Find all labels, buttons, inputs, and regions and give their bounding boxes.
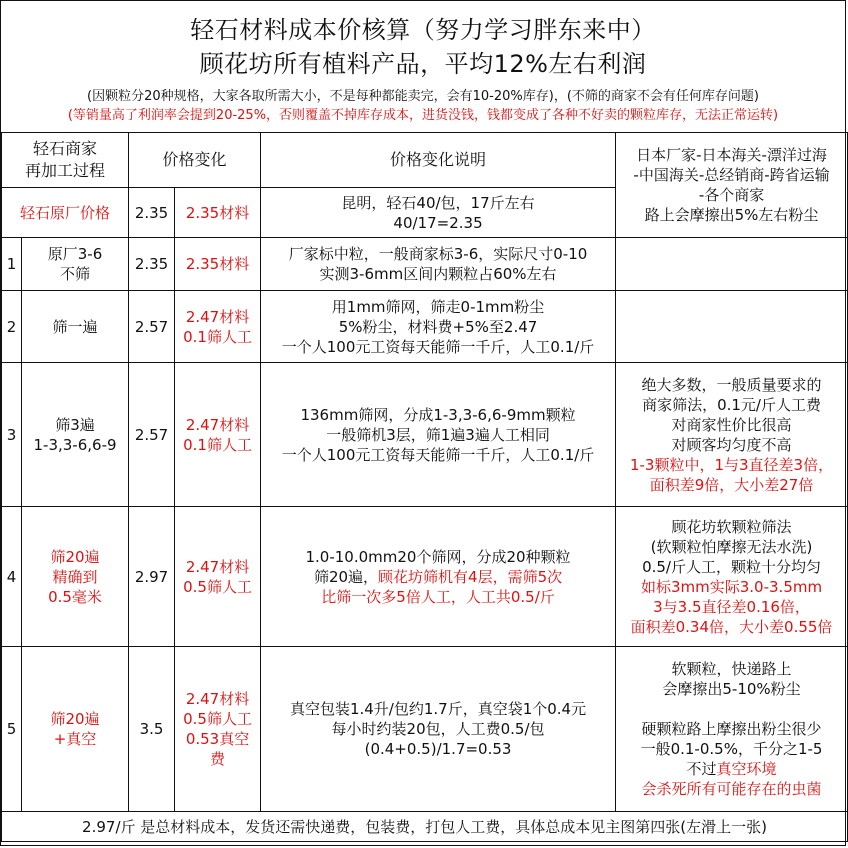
row-index: 2 — [2, 291, 22, 363]
table-header-row — [2, 133, 848, 188]
header-price: 价格变化 — [129, 133, 261, 188]
row-description: 用1mm筛网，筛走0-1mm粉尘 5%粉尘，材料费+5%至2.47 一个人100元工资每天能筛一千斤，人工0.1/斤 — [261, 291, 616, 363]
row-description — [261, 507, 616, 647]
side-note-highlight-inline: 真空环境 — [716, 760, 777, 778]
row-cost: 2.47材料 0.5筛人工 0.53真空 费 — [175, 647, 261, 812]
row-index: 3 — [2, 363, 22, 507]
row-index: 4 — [2, 507, 22, 647]
header-process: 轻石商家 再加工过程 — [2, 133, 129, 188]
row-process: 筛20遍 精确到 0.5毫米 — [22, 507, 129, 647]
side-note-text: 软颗粒，快递路上 会摩擦出5-10%粉尘 — [662, 660, 801, 698]
table-row — [2, 291, 848, 363]
header-supply-chain: 日本厂家-日本海关-漂洋过海 -中国海关-总经销商-跨省运输 -各个商家 路上会摩擦出5%左右粉尘 — [616, 133, 848, 238]
table-row — [2, 647, 848, 812]
header-description: 价格变化说明 — [261, 133, 616, 188]
row-process: 筛20遍 +真空 — [22, 647, 129, 812]
row-process: 原厂3-6 不筛 — [22, 238, 129, 291]
row-index: 1 — [2, 238, 22, 291]
row-side-note — [616, 647, 848, 812]
row-price: 2.35 — [129, 238, 175, 291]
side-note-text: 顾花坊软颗粒筛法 (软颗粒怕摩擦无法水洗) 0.5/斤人工，颗粒十分均匀 — [642, 517, 821, 576]
footer-note: 2.97/斤 是总材料成本，发货还需快递费，包装费，打包人工费，具体总成本见主图第四张(左滑上一张) — [2, 812, 848, 842]
table-row — [2, 238, 848, 291]
table-row — [2, 507, 848, 647]
side-note-spacer — [618, 699, 845, 719]
row-price: 2.57 — [129, 363, 175, 507]
note-profit-warning: (等销量高了利润率会提到20-25%，否则覆盖不掉库存成本，进货没钱，钱都变成了各种不好卖的颗粒库存，无法正常运转) — [67, 108, 779, 123]
side-note-highlight: 如标3mm实际3.0-3.5mm 3与3.5直径差0.16倍， 面积差0.34倍，大小差0.55倍 — [630, 577, 833, 636]
row-process: 筛一遍 — [22, 291, 129, 363]
table-footer-row — [2, 812, 848, 842]
row-side-note — [616, 291, 848, 363]
row-description: 136mm筛网，分成1-3,3-6,6-9mm颗粒 一般筛机3层，筛1遍3遍人工相同 一个人100元工资每天能筛一千斤，人工0.1/斤 — [261, 363, 616, 507]
row-description-text: 1.0-10.0mm20个筛网，分成20种颗粒 筛20遍， — [305, 547, 571, 586]
row-cost: 2.47材料 0.5筛人工 — [175, 507, 261, 647]
row-side-note — [616, 363, 848, 507]
side-note-text-2 — [618, 719, 845, 779]
row-side-note — [616, 238, 848, 291]
side-note-text: 绝大多数，一般质量要求的 商家筛法，0.1元/斤人工费 对商家性价比很高 对顾客均匀度不高 — [641, 375, 822, 454]
row-description-highlight: 顾花坊筛机有4层，需筛5次 比筛一次多5倍人工，人工共0.5/斤 — [321, 567, 563, 606]
row-description: 厂家标中粒，一般商家标3-6，实际尺寸0-10 实测3-6mm区间内颗粒占60%左右 — [261, 238, 616, 291]
row-process: 筛3遍 1-3,3-6,6-9 — [22, 363, 129, 507]
row-cost: 2.35材料 — [175, 238, 261, 291]
page-subtitle: 顾花坊所有植料产品，平均12%左右利润 — [199, 50, 647, 78]
row-cost: 2.47材料 0.1筛人工 — [175, 291, 261, 363]
note-inventory: (因颗粒分20种规格，大家各取所需大小，不是每种都能卖完，会有10-20%库存)，(不筛的商家不会有任何库存问题) — [87, 89, 759, 104]
row-price: 2.57 — [129, 291, 175, 363]
side-note-highlight: 会杀死所有可能存在的虫菌 — [641, 780, 822, 798]
row-description: 真空包装1.4升/包约1.7斤，真空袋1个0.4元 每小时约装20包，人工费0.5/包 (0.4+0.5)/1.7=0.53 — [261, 647, 616, 812]
table-row — [2, 363, 848, 507]
origin-cost: 2.35材料 — [175, 188, 261, 238]
row-price: 2.97 — [129, 507, 175, 647]
row-cost: 2.47材料 0.1筛人工 — [175, 363, 261, 507]
cost-table — [1, 132, 848, 842]
origin-price: 2.35 — [129, 188, 175, 238]
side-note-highlight: 1-3颗粒中，1与3直径差3倍， 面积差9倍，大小差27倍 — [629, 455, 834, 494]
page-title: 轻石材料成本价核算（努力学习胖东来中） — [190, 16, 656, 44]
side-note-text-body: 硬颗粒路上摩擦出粉尘很少 一般0.1-0.5%，千分之1-5 不过 — [640, 720, 823, 778]
row-index: 5 — [2, 647, 22, 812]
origin-label: 轻石原厂价格 — [2, 188, 129, 238]
row-price: 3.5 — [129, 647, 175, 812]
row-side-note — [616, 507, 848, 647]
origin-description: 昆明，轻石40/包，17斤左右 40/17=2.35 — [261, 188, 616, 238]
